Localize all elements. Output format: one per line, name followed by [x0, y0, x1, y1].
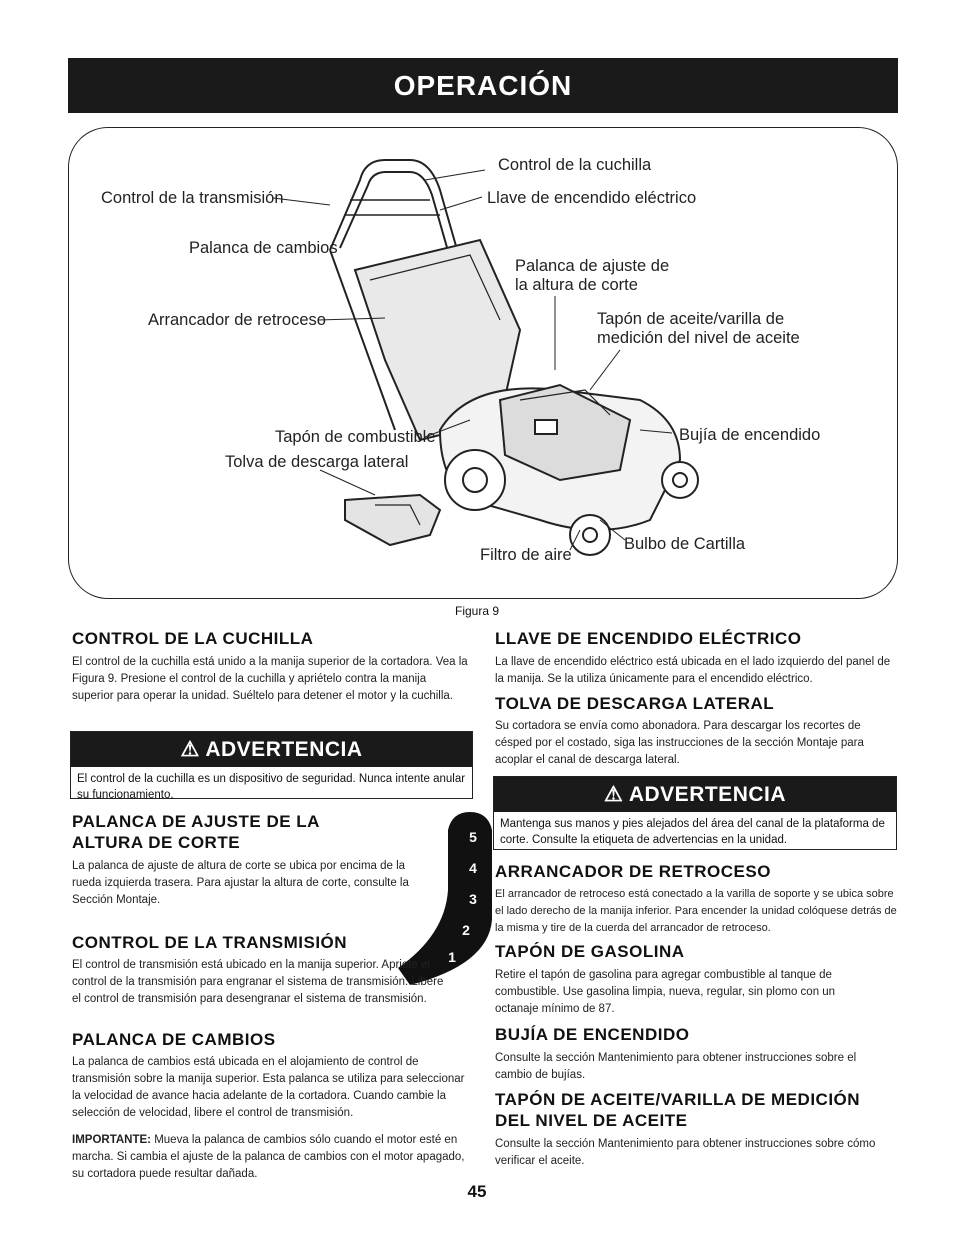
heading-transmission: CONTROL DE LA TRANSMISIÓN	[72, 933, 348, 952]
text-blade-control: El control de la cuchilla está unido a la manija superior de la cortadora. Vea la Figura 9. Presione el control de la cuchilla y apriételo contra la manija superior para operar la unidad. Suéltelo para detener el motor y la cuchilla.	[72, 656, 468, 702]
dial-number-1: 1	[448, 949, 456, 965]
heading-gas-cap: TAPÓN DE GASOLINA	[495, 942, 685, 961]
important-text: Mueva la palanca de cambios sólo cuando el motor esté en marcha. Si cambia el ajuste de la palanca de cambios con el motor apagado, su cortadora puede resultar dañada.	[72, 1134, 465, 1180]
heading-height-lever-1: PALANCA DE AJUSTE DE LA	[72, 812, 320, 831]
heading-oil-cap-1: TAPÓN DE ACEITE/VARILLA DE MEDICIÓN	[495, 1090, 861, 1109]
text-height-lever: La palanca de ajuste de altura de corte se ubica por encima de la rueda izquierda trasera. Para ajustar la altura de corte, consulte la Sección Montaje.	[72, 860, 409, 906]
dial-number-2: 2	[462, 922, 470, 938]
label-primer-bulb: Bulbo de Cartilla	[624, 535, 746, 553]
heading-oil-cap-2: DEL NIVEL DE ACEITE	[495, 1111, 688, 1130]
label-transmission-control: Control de la transmisión	[101, 189, 284, 207]
text-gas-cap: Retire el tapón de gasolina para agregar combustible al tanque de combustible. Use gasolina limpia, nueva, regular, sin plomo con un octanaje mínimo de 87.	[495, 969, 836, 1015]
dial-number-5: 5	[469, 829, 477, 845]
heading-spark-plug: BUJÍA DE ENCENDIDO	[495, 1025, 690, 1044]
warning-text: El control de la cuchilla es un dispositivo de seguridad. Nunca intente anular su funcionamiento.	[77, 773, 466, 801]
text-electric-key: La llave de encendido eléctrico está ubicada en el lado izquierdo del panel de la manija. Se la utiliza únicamente para el encendido eléctrico.	[495, 656, 891, 685]
warning-bar	[494, 777, 896, 812]
text-side-chute: Su cortadora se envía como abonadora. Para descargar los recortes de césped por el costado, siga las instrucciones de la sección Montaje para acoplar el canal de descarga lateral.	[495, 720, 864, 766]
label-electric-key: Llave de encendido eléctrico	[487, 189, 697, 207]
dial-numbers	[448, 822, 488, 973]
figure-caption: Figura 9	[454, 604, 500, 618]
heading-recoil: ARRANCADOR DE RETROCESO	[495, 862, 771, 881]
dial-number-4: 4	[469, 860, 477, 876]
warning-title: ⚠ ADVERTENCIA	[603, 783, 787, 806]
heading-electric-key: LLAVE DE ENCENDIDO ELÉCTRICO	[495, 629, 802, 648]
label-height-lever-line1: Palanca de ajuste de	[515, 257, 670, 275]
label-height-lever-line2: la altura de corte	[515, 276, 638, 294]
label-air-filter: Filtro de aire	[480, 546, 572, 564]
text-shift-important	[72, 1132, 472, 1183]
label-recoil-starter: Arrancador de retroceso	[148, 311, 326, 329]
label-spark-plug: Bujía de encendido	[679, 426, 821, 444]
section-title: OPERACIÓN	[393, 69, 573, 101]
warning-title: ⚠ ADVERTENCIA	[180, 738, 363, 761]
heading-shift-lever: PALANCA DE CAMBIOS	[72, 1030, 276, 1049]
label-oil-cap-line2: medición del nivel de aceite	[597, 329, 800, 347]
text-transmission: El control de transmisión está ubicado en la manija superior. Apriete el control de la transmisión para engranar el sistema de transmisión. Libere el control de transmisión para desengranar el sistema de transmisión.	[72, 959, 444, 1005]
heading-side-chute: TOLVA DE DESCARGA LATERAL	[495, 694, 775, 713]
warning-text: Mantenga sus manos y pies alejados del área del canal de la plataforma de corte. Consulte la etiqueta de advertencias en la unidad.	[500, 818, 885, 846]
label-fuel-cap: Tapón de combustible	[275, 428, 436, 446]
text-spark-plug: Consulte la sección Mantenimiento para obtener instrucciones sobre el cambio de bujías.	[495, 1052, 857, 1081]
warning-box-chute	[493, 776, 897, 850]
important-label: IMPORTANTE:	[72, 1134, 152, 1146]
heading-height-lever-2: ALTURA DE CORTE	[72, 833, 241, 852]
text-recoil: El arrancador de retroceso está conectado a la varilla de soporte y se ubica sobre el lado derecho de la manija inferior. Para encender la unidad colóquese detrás de la misma y tire de la cuerda del arrancador de retroceso.	[495, 888, 897, 934]
label-shift-lever: Palanca de cambios	[189, 239, 338, 257]
heading-blade-control: CONTROL DE LA CUCHILLA	[72, 629, 314, 648]
label-side-chute: Tolva de descarga lateral	[225, 453, 409, 471]
dial-number-3: 3	[469, 891, 477, 907]
text-shift-lever: La palanca de cambios está ubicada en el alojamiento de control de transmisión sobre la manija superior. Esta palanca se utiliza para seleccionar la velocidad de avance hacia adelante de la cortadora. Cuando cambie la selección de velocidad, libere el control de transmisión.	[72, 1056, 465, 1119]
text-oil-cap: Consulte la sección Mantenimiento para obtener instrucciones sobre cómo verificar el aceite.	[495, 1138, 876, 1167]
page-number: 45	[467, 1182, 487, 1201]
label-oil-cap-line1: Tapón de aceite/varilla de	[597, 310, 785, 328]
label-blade-control: Control de la cuchilla	[498, 156, 652, 174]
